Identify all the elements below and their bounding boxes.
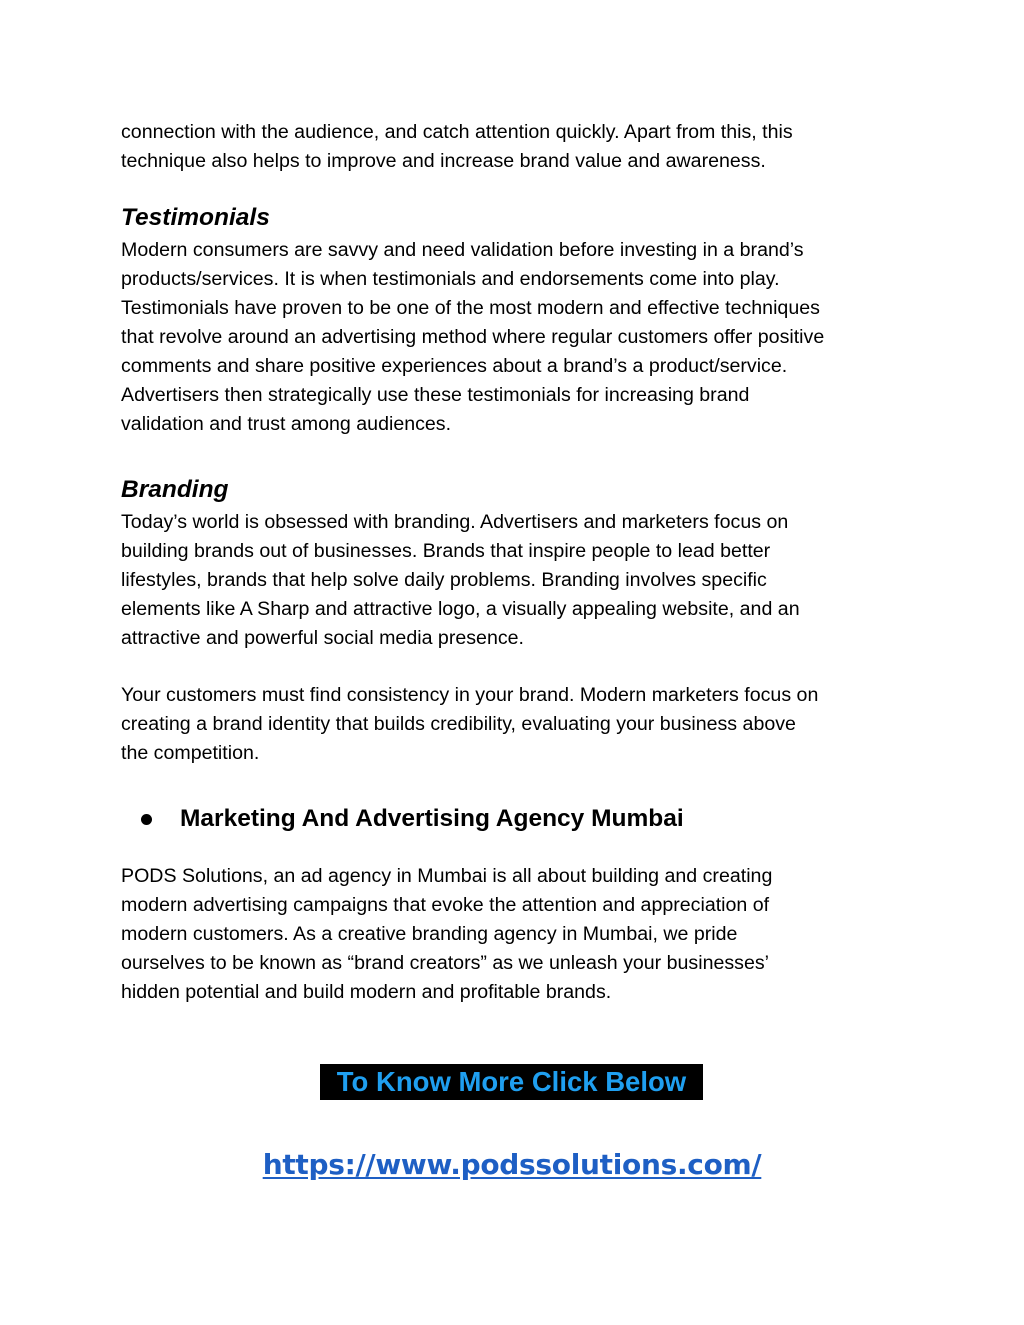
agency-bullet-heading xyxy=(140,803,684,835)
paragraph-line: comments and share positive experiences about a brand’s a product/service. xyxy=(121,355,788,377)
paragraph-line: Modern consumers are savvy and need validation before investing in a brand’s xyxy=(121,239,804,261)
paragraph-line: Testimonials have proven to be one of the most modern and effective techniques xyxy=(121,297,820,319)
paragraph-line: elements like A Sharp and attractive logo, a visually appealing website, and an xyxy=(121,598,800,620)
paragraph-line: that revolve around an advertising method where regular customers offer positive xyxy=(121,326,825,348)
testimonials-heading: Testimonials xyxy=(121,204,270,231)
paragraph-line: creating a brand identity that builds credibility, evaluating your business above xyxy=(121,713,796,735)
paragraph-line: connection with the audience, and catch attention quickly. Apart from this, this xyxy=(121,121,793,143)
paragraph-line: validation and trust among audiences. xyxy=(121,413,452,435)
agency-bullet-heading-text: Marketing And Advertising Agency Mumbai xyxy=(180,805,684,832)
paragraph-line: products/services. It is when testimonials and endorsements come into play. xyxy=(121,268,780,290)
paragraph-line: modern advertising campaigns that evoke the attention and appreciation of xyxy=(121,894,770,916)
paragraph-line: lifestyles, brands that help solve daily problems. Branding involves specific xyxy=(121,569,767,591)
paragraph-line: PODS Solutions, an ad agency in Mumbai is all about building and creating xyxy=(121,865,773,887)
website-link[interactable]: https://www.podssolutions.com/ xyxy=(262,1148,762,1181)
paragraph-line: the competition. xyxy=(121,742,260,764)
paragraph-line: technique also helps to improve and increase brand value and awareness. xyxy=(121,150,766,172)
bullet-icon xyxy=(141,814,152,825)
branding-paragraph-2 xyxy=(121,681,921,768)
testimonials-paragraph xyxy=(121,236,921,439)
cta-text: To Know More Click Below xyxy=(336,1066,687,1097)
paragraph-line: attractive and powerful social media presence. xyxy=(121,627,524,649)
branding-heading: Branding xyxy=(121,476,229,503)
cta-banner xyxy=(320,1064,703,1100)
paragraph-line: hidden potential and build modern and profitable brands. xyxy=(121,981,612,1003)
paragraph-line: building brands out of businesses. Brands that inspire people to lead better xyxy=(121,540,771,562)
intro-paragraph xyxy=(121,118,921,176)
agency-paragraph xyxy=(121,862,921,1007)
paragraph-line: Advertisers then strategically use these testimonials for increasing brand xyxy=(121,384,750,406)
paragraph-line: ourselves to be known as “brand creators” as we unleash your businesses’ xyxy=(121,952,770,974)
paragraph-line: Your customers must find consistency in your brand. Modern marketers focus on xyxy=(121,684,819,706)
paragraph-line: modern customers. As a creative branding agency in Mumbai, we pride xyxy=(121,923,738,945)
paragraph-line: Today’s world is obsessed with branding. Advertisers and marketers focus on xyxy=(121,511,789,533)
branding-paragraph-1 xyxy=(121,508,921,653)
